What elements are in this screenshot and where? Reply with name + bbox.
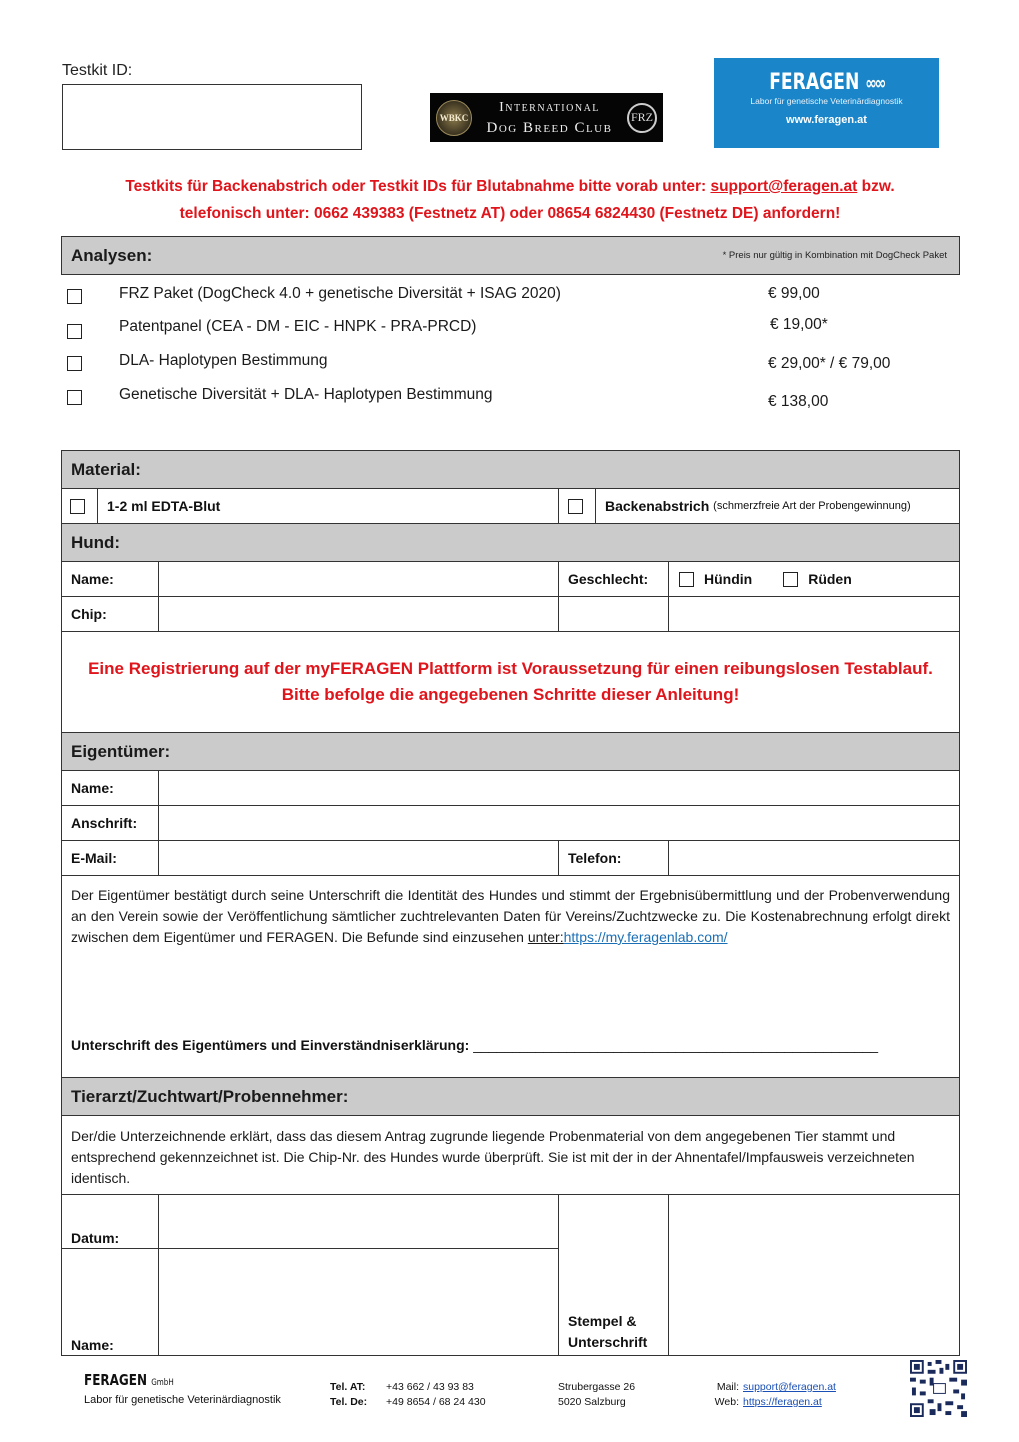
hund-name-field[interactable] [159, 562, 559, 596]
hund-chip-field[interactable] [159, 597, 559, 631]
hund-chip-label: Chip: [62, 597, 159, 631]
footer-tel-de: +49 8654 / 68 24 430 [386, 1396, 486, 1408]
female-checkbox[interactable] [679, 572, 694, 587]
checkbox[interactable] [67, 324, 82, 339]
frz-badge-icon: FRZ [627, 103, 657, 133]
club-logo-line1: International [499, 99, 600, 115]
price: € 29,00* / € 79,00 [768, 355, 891, 372]
owner-name-field[interactable] [159, 771, 959, 805]
owner-email-label: E-Mail: [62, 841, 159, 875]
feragen-brand: FERAGEN ∞∞ [769, 70, 884, 95]
checkbox[interactable] [67, 390, 82, 405]
owner-consent-block [62, 876, 959, 1078]
owner-signature-line[interactable]: Unterschrift des Eigentümers und Einverständniserklärung: ____________________________________________________ [71, 1037, 879, 1053]
registration-note: Eine Registrierung auf der myFERAGEN Plattform ist Voraussetzung für einen reibungslosen Testablauf. Bitte befolge die angegebenen Schritte dieser Anleitung! [88, 659, 933, 704]
checkbox[interactable] [67, 289, 82, 304]
vet-name-label: Name: [71, 1337, 114, 1353]
feragen-logo-subtitle: Labor für genetische Veterinärdiagnostik [750, 96, 903, 106]
testkit-request-notice: Testkits für Backenabstrich oder Testkit IDs für Blutabnahme bitte vorab unter: support@feragen.at bzw. telefonisch unter: 0662 439383 (Festnetz AT) oder 08654 6824430 (Festnetz DE) anfordern! [125, 178, 895, 222]
vet-name-field[interactable] [159, 1249, 558, 1355]
footer-phones: Tel. AT: +43 662 / 43 93 83 Tel. De: +49 8654 / 68 24 430 [330, 1381, 486, 1408]
form-table [61, 450, 960, 1356]
material-section-header: Material: [62, 451, 959, 489]
analysis-item[interactable]: DLA- Haplotypen Bestimmung € 29,00* / € 79,00 [61, 347, 960, 377]
hund-chip-row [62, 597, 959, 632]
price-footnote: * Preis nur gültig in Kombination mit DogCheck Paket [722, 250, 947, 261]
owner-contact-row [62, 841, 959, 876]
feragenlab-portal-link[interactable]: https://my.feragenlab.com/ [563, 929, 728, 945]
male-checkbox[interactable] [783, 572, 798, 587]
feragen-logo-website: www.feragen.at [786, 114, 867, 126]
material-swab-checkbox-cell[interactable] [559, 489, 596, 523]
owner-name-label: Name: [62, 771, 159, 805]
registration-note-row [62, 632, 959, 733]
hund-name-row [62, 562, 959, 597]
checkbox[interactable] [67, 356, 82, 371]
analysis-item[interactable]: Genetische Diversität + DLA- Haplotypen Bestimmung € 138,00 [61, 381, 960, 411]
club-logo-line2: Dog Breed Club [486, 119, 613, 136]
owner-name-row [62, 771, 959, 806]
vet-stamp-label: Stempel & Unterschrift [559, 1195, 669, 1355]
hund-name-label: Name: [62, 562, 159, 596]
footer-mail-link[interactable]: support@feragen.at [743, 1381, 836, 1393]
footer-subtitle: Labor für genetische Veterinärdiagnostik [84, 1394, 281, 1406]
hund-sex-options [669, 562, 959, 596]
price: € 138,00 [768, 393, 829, 410]
hund-chip-extra-cell-2[interactable] [669, 597, 959, 631]
feragen-loops-icon: ∞∞ [865, 73, 884, 94]
owner-phone-label: Telefon: [559, 841, 669, 875]
vet-declaration-text: Der/die Unterzeichnende erklärt, dass das diesem Antrag zugrunde liegende Probenmaterial von dem angegebenen Tier stammt und entsprechend gekennzeichnet ist. Die Chip-Nr. des Hundes wurde überprüft. Sie ist mit der in der Ahnentafel/Impfausweis verzeichneten identisch. [71, 1128, 915, 1186]
checkbox[interactable] [568, 499, 583, 514]
owner-email-field[interactable] [159, 841, 559, 875]
female-label: Hündin [704, 571, 753, 587]
footer-web-link[interactable]: https://feragen.at [743, 1396, 822, 1408]
wbkc-badge-icon: WBKC [436, 100, 472, 136]
feragen-logo [714, 58, 939, 148]
vet-declaration-block [62, 1116, 959, 1195]
owner-address-field[interactable] [159, 806, 959, 840]
vet-signature-row [62, 1195, 959, 1356]
vet-date-field[interactable] [159, 1195, 558, 1249]
owner-section-header: Eigentümer: [62, 733, 959, 771]
footer-contact: Mail: support@feragen.at Web: https://feragen.at [714, 1381, 836, 1408]
analysen-title: Analysen: [71, 245, 153, 265]
vet-date-label: Datum: [62, 1195, 158, 1249]
qr-code-icon [910, 1360, 967, 1417]
hund-chip-extra-cell[interactable] [559, 597, 669, 631]
footer-brand: FERAGEN GmbH [84, 1371, 174, 1389]
vet-stamp-field[interactable] [669, 1195, 959, 1355]
international-dog-breed-club-logo [430, 93, 663, 142]
owner-address-label: Anschrift: [62, 806, 159, 840]
analysis-item[interactable]: Patentpanel (CEA - DM - EIC - HNPK - PRA-PRCD) € 19,00* [61, 313, 960, 343]
vet-section-header: Tierarzt/Zuchtwart/Probennehmer: [62, 1078, 959, 1116]
analysen-section-header [61, 236, 960, 275]
testkit-id-label: Testkit ID: [62, 62, 133, 79]
owner-phone-field[interactable] [669, 841, 959, 875]
owner-consent-text: Der Eigentümer bestätigt durch seine Unterschrift die Identität des Hundes und stimmt der Ergebnisübermittlung und der Probenverwendung an den Verein sowie der Veröffentlichung sämtlicher zuchtrelevanten Daten für Vereins/Zuchtzwecke zu. Die Kostenabrechnung erfolgt direkt zwischen dem Eigentümer und FERAGEN. Die Befunde sind einzusehen unter:https://my.feragenlab.com/ [71, 887, 950, 945]
hund-section-header: Hund: [62, 524, 959, 562]
testkit-id-field[interactable] [62, 84, 362, 150]
material-blood-label: 1-2 ml EDTA-Blut [98, 489, 559, 523]
material-blood-checkbox-cell[interactable] [62, 489, 98, 523]
analysis-item[interactable]: FRZ Paket (DogCheck 4.0 + genetische Diversität + ISAG 2020) € 99,00 [61, 280, 960, 310]
material-row [62, 489, 959, 524]
support-email-link[interactable]: support@feragen.at [710, 178, 858, 195]
material-swab-label: Backenabstrich (schmerzfreie Art der Probengewinnung) [605, 498, 911, 514]
male-label: Rüden [808, 571, 852, 587]
footer-tel-at: +43 662 / 43 93 83 [386, 1381, 474, 1393]
price: € 19,00* [770, 316, 828, 333]
footer-address: Strubergasse 26 5020 Salzburg [558, 1381, 636, 1408]
hund-sex-label: Geschlecht: [559, 562, 669, 596]
checkbox[interactable] [70, 499, 85, 514]
price: € 99,00 [768, 285, 820, 302]
owner-address-row [62, 806, 959, 841]
